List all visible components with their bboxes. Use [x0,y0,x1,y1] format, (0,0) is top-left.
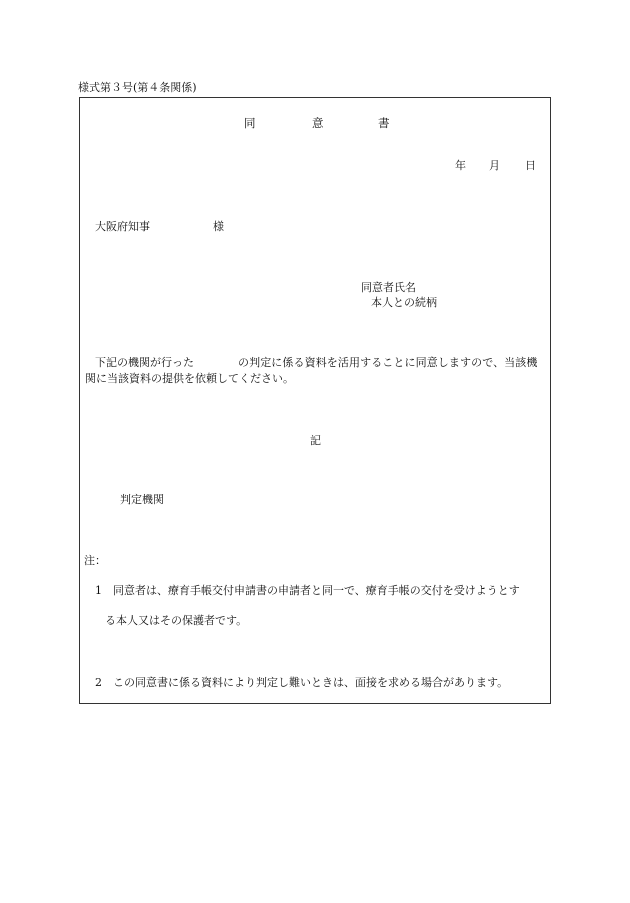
note-text-line: る本人又はその保護者です。 [105,614,248,627]
ki-heading: 記 [310,434,321,447]
note-text-line: この同意書に係る資料により判定し難いときは、面接を求める場合があります。 [113,676,509,689]
notes-label: 注： [84,554,106,567]
consent-form-frame [79,97,551,704]
body-text-line1-start: 下記の機関が行った [95,356,194,369]
body-text-line2: 関に当該資料の提供を依頼してください。 [85,372,294,385]
date-year-label: 年 [455,159,466,172]
relationship-label: 本人との続柄 [371,296,437,309]
date-day-label: 日 [525,159,536,172]
form-title-char: 意 [312,116,324,130]
note-text-line: 同意者は、療育手帳交付申請書の申請者と同一で、療育手帳の交付を受けようとす [113,584,520,597]
form-title-char: 書 [378,116,390,130]
addressee-honorific: 様 [213,220,224,233]
addressee-name: 大阪府知事 [95,220,150,233]
note-number: 2 [95,676,102,689]
form-title-char: 同 [244,116,256,130]
consenter-name-label: 同意者氏名 [361,281,416,294]
note-number: 1 [95,584,102,597]
form-number: 様式第３号(第４条関係) [78,81,197,94]
agency-label: 判定機関 [120,493,164,506]
body-text-line1-end: の判定に係る資料を活用することに同意しますので、当該機 [238,356,538,369]
date-month-label: 月 [489,159,500,172]
